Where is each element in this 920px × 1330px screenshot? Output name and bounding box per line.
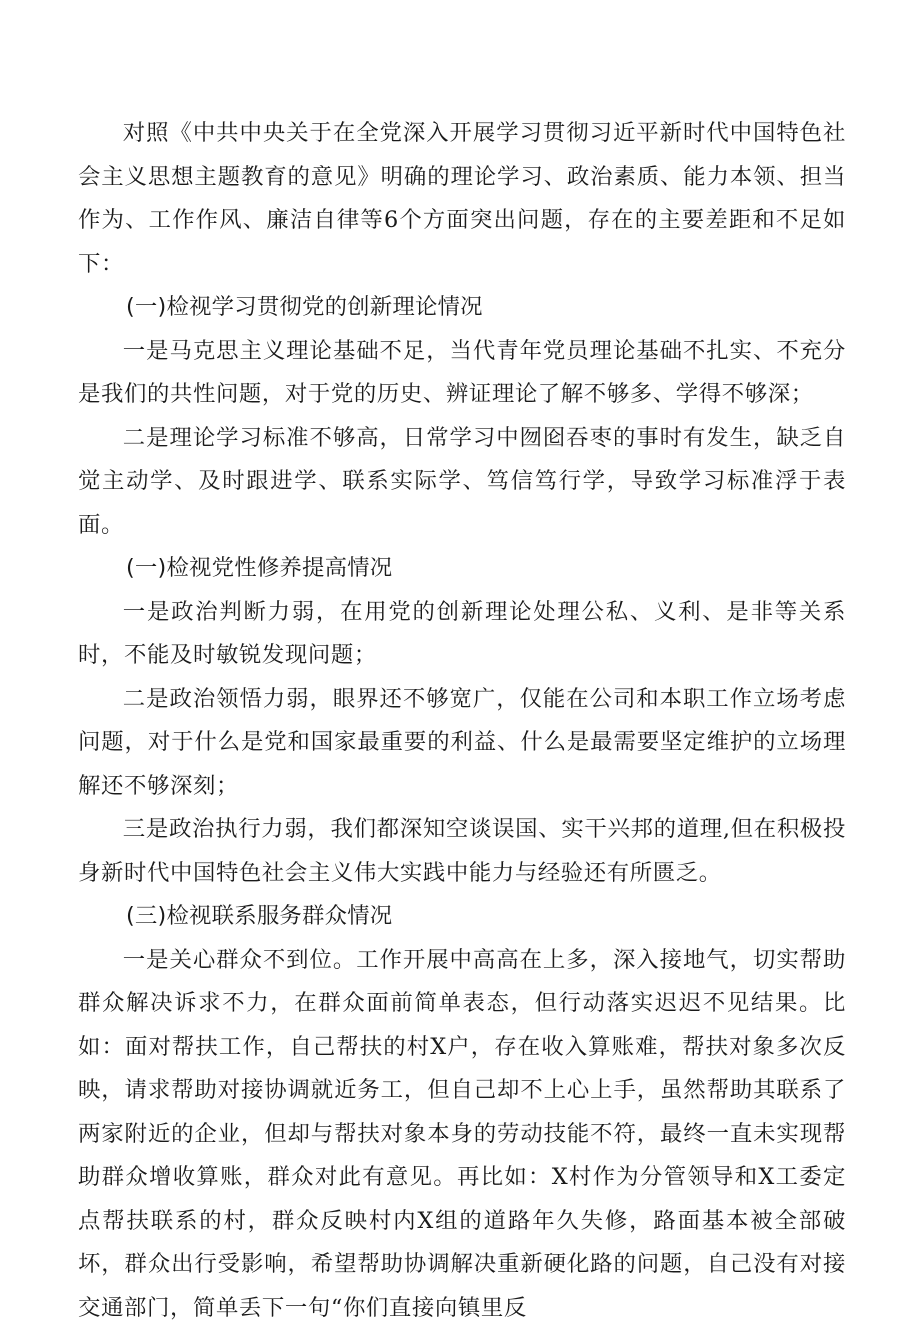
section-2-paragraph-2: 二是政治领悟力弱，眼界还不够宽广，仅能在公司和本职工作立场考虑问题，对于什么是党和国家最重要的利益、什么是最需要坚定维护的立场理解还不够深刻；	[78, 678, 846, 809]
section-2-paragraph-3: 三是政治执行力弱，我们都深知空谈误国、实干兴邦的道理,但在积极投身新时代中国特色社会主义伟大实践中能力与经验还有所匮乏。	[78, 808, 846, 895]
section-2-paragraph-1: 一是政治判断力弱，在用党的创新理论处理公私、义利、是非等关系时，不能及时敏锐发现问题；	[78, 591, 846, 678]
section-3-paragraph-1: 一是关心群众不到位。工作开展中高高在上多，深入接地气，切实帮助群众解决诉求不力，在群众面前简单表态，但行动落实迟迟不见结果。比如：面对帮扶工作，自己帮扶的村X户，存在收入算账难，帮扶对象多次反映，请求帮助对接协调就近务工，但自己却不上心上手，虽然帮助其联系了两家附近的企业，但却与帮扶对象本身的劳动技能不符，最终一直未实现帮助群众增收算账，群众对此有意见。再比如：X村作为分管领导和X工委定点帮扶联系的村，群众反映村内X组的道路年久失修，路面基本被全部破坏，群众出行受影响，希望帮助协调解决重新硬化路的问题，自己没有对接交通部门，简单丢下一句“你们直接向镇里反	[78, 939, 846, 1330]
intro-paragraph: 对照《中共中央关于在全党深入开展学习贯彻习近平新时代中国特色社会主义思想主题教育的意见》明确的理论学习、政治素质、能力本领、担当作为、工作作风、廉洁自律等6个方面突出问题，存在的主要差距和不足如下：	[78, 112, 846, 286]
section-1-paragraph-1: 一是马克思主义理论基础不足，当代青年党员理论基础不扎实、不充分是我们的共性问题，对于党的历史、辨证理论了解不够多、学得不够深；	[78, 330, 846, 417]
section-heading-1: (一)检视学习贯彻党的创新理论情况	[78, 286, 846, 330]
section-1-paragraph-2: 二是理论学习标准不够高，日常学习中囫囵吞枣的事时有发生，缺乏自觉主动学、及时跟进学、联系实际学、笃信笃行学，导致学习标准浮于表面。	[78, 417, 846, 548]
section-heading-2: (一)检视党性修养提高情况	[78, 547, 846, 591]
document-page	[78, 112, 846, 1330]
section-heading-3: (三)检视联系服务群众情况	[78, 895, 846, 939]
